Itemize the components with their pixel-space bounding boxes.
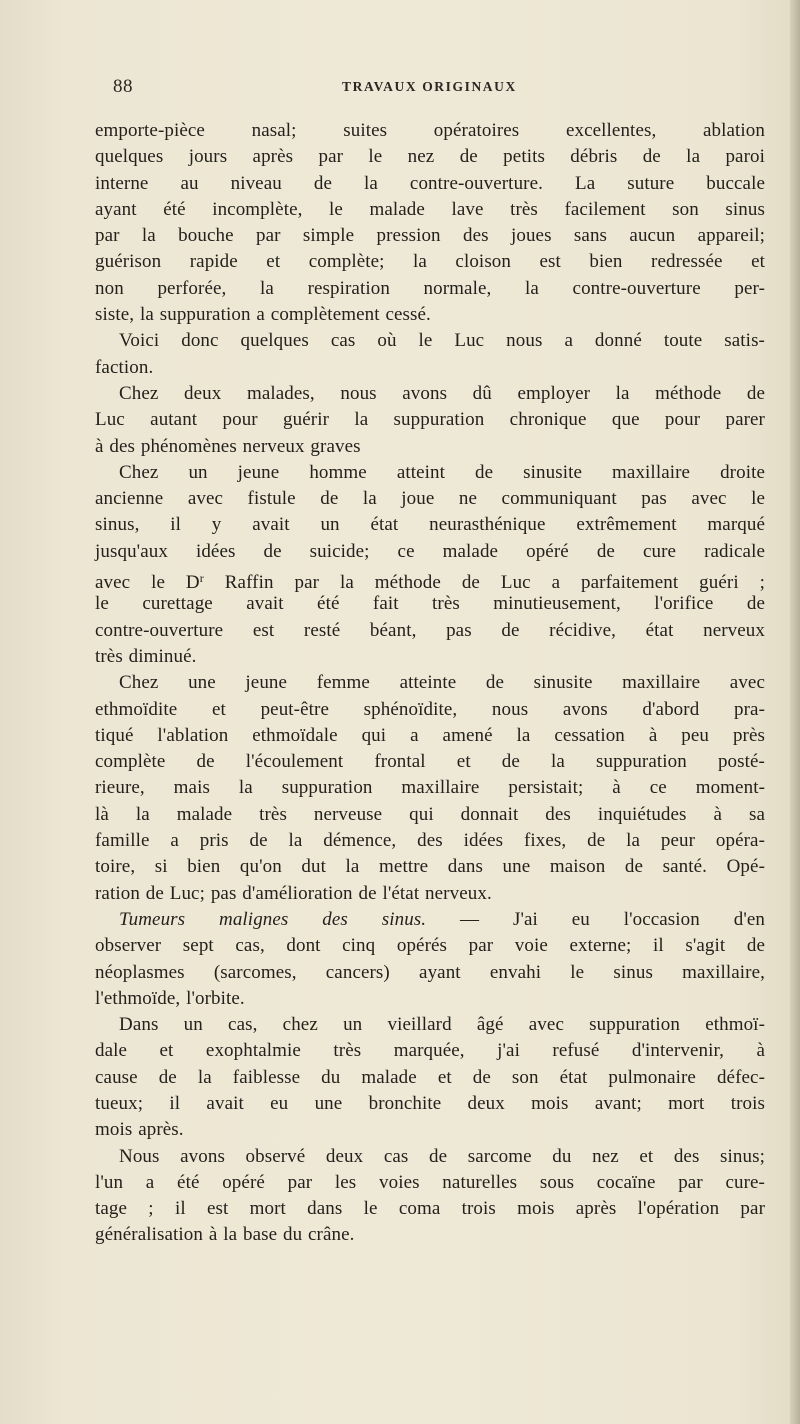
text-line: Luc autant pour guérir la suppuration chronique que pour parer	[95, 409, 765, 431]
text-line: ethmoïdite et peut-être sphénoïdite, nous avons d'abord pra-	[95, 698, 765, 720]
text-line: toire, si bien qu'on dut la mettre dans une maison de santé. Opé-	[95, 856, 765, 878]
text-line: à des phénomènes nerveux graves	[95, 435, 361, 457]
text-line: Nous avons observé deux cas de sarcome du nez et des sinus;	[119, 1145, 765, 1167]
text-line: Chez deux malades, nous avons dû employer la méthode de	[119, 382, 765, 404]
text-line: avec le $D^r$ Raffin par la méthode de Luc a parfaitement guéri ;	[95, 571, 765, 594]
text-line: l'ethmoïde, l'orbite.	[95, 987, 245, 1009]
section-heading: Tumeurs malignes des sinus.	[119, 908, 427, 930]
text-line: généralisation à la base du crâne.	[95, 1224, 355, 1246]
text-line: tage ; il est mort dans le coma trois mois après l'opération par	[95, 1198, 765, 1220]
text-line: tiqué l'ablation ethmoïdale qui a amené la cessation à peu près	[95, 724, 765, 746]
text-line: interne au niveau de la contre-ouverture. La suture buccale	[95, 172, 765, 194]
text-line: le curettage avait été fait très minutieusement, l'orifice de	[95, 593, 765, 615]
running-title: TRAVAUX ORIGINAUX	[342, 79, 517, 94]
text-line: Tumeurs malignes des sinus. — J'ai eu l'occasion d'en	[119, 908, 765, 930]
text-line: ancienne avec fistule de la joue ne communiquant pas avec le	[95, 488, 765, 510]
text-line: contre-ouverture est resté béant, pas de récidive, état nerveux	[95, 619, 765, 641]
text-line: là la malade très nerveuse qui donnait des inquiétudes à sa	[95, 803, 765, 825]
text-line: guérison rapide et complète; la cloison est bien redressée et	[95, 251, 765, 273]
text-line: ayant été incomplète, le malade lave très facilement son sinus	[95, 198, 765, 220]
running-head	[113, 76, 765, 100]
text-line: très diminué.	[95, 645, 197, 667]
text-line: tueux; il avait eu une bronchite deux mois avant; mort trois	[95, 1092, 765, 1114]
text-line: l'un a été opéré par les voies naturelles sous cocaïne par cure-	[95, 1171, 765, 1193]
text-line: cause de la faiblesse du malade et de son état pulmonaire défec-	[95, 1066, 765, 1088]
text-line: jusqu'aux idées de suicide; ce malade opéré de cure radicale	[95, 540, 765, 562]
page-number: 88	[113, 76, 133, 97]
text-line: famille a pris de la démence, des idées fixes, de la peur opéra-	[95, 830, 765, 852]
body-text	[95, 118, 765, 1249]
text-line: quelques jours après par le nez de petits débris de la paroi	[95, 146, 765, 168]
text-line: non perforée, la respiration normale, la contre-ouverture per-	[95, 277, 765, 299]
text-line: complète de l'écoulement frontal et de la suppuration posté-	[95, 751, 765, 773]
superscript: r	[199, 571, 204, 586]
text-line: par la bouche par simple pression des joues sans aucun appareil;	[95, 225, 765, 247]
text-line: Dans un cas, chez un vieillard âgé avec suppuration ethmoï-	[119, 1014, 765, 1036]
text-line: emporte-pièce nasal; suites opératoires excellentes, ablation	[95, 120, 765, 141]
text-line: sinus, il y avait un état neurasthénique extrêmement marqué	[95, 514, 765, 536]
text-line: Chez un jeune homme atteint de sinusite maxillaire droite	[119, 461, 765, 483]
text-line: ration de Luc; pas d'amélioration de l'état nerveux.	[95, 882, 492, 904]
text-line: rieure, mais la suppuration maxillaire persistait; à ce moment-	[95, 777, 765, 799]
text-line: Chez une jeune femme atteinte de sinusite maxillaire avec	[119, 672, 765, 694]
text-line: mois après.	[95, 1119, 184, 1141]
text-line: Voici donc quelques cas où le Luc nous a donné toute satis-	[119, 330, 765, 352]
text-line: faction.	[95, 356, 154, 378]
text-line: dale et exophtalmie très marquée, j'ai refusé d'intervenir, à	[95, 1040, 765, 1062]
page-edge	[790, 0, 800, 1424]
text-line: siste, la suppuration a complètement cessé.	[95, 304, 431, 326]
text-line: observer sept cas, dont cinq opérés par voie externe; il s'agit de	[95, 935, 765, 957]
text-line: néoplasmes (sarcomes, cancers) ayant envahi le sinus maxillaire,	[95, 961, 765, 983]
